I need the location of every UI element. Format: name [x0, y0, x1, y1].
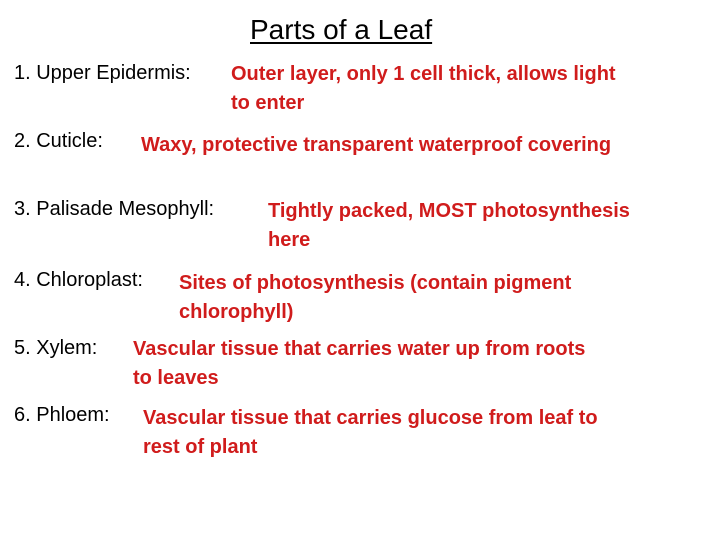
definition-phloem [143, 404, 598, 462]
term-chloroplast: 4. Chloroplast: [14, 269, 143, 291]
definition-line: Vascular tissue that carries water up from roots [133, 338, 586, 360]
definition-upper-epidermis [231, 60, 616, 118]
definition-line: chlorophyll) [179, 301, 294, 323]
definition-line: Outer layer, only 1 cell thick, allows light [231, 63, 616, 85]
page-title: Parts of a Leaf [250, 14, 433, 45]
definition-cuticle [141, 131, 611, 160]
definition-line: to enter [231, 92, 305, 114]
definition-line: here [268, 229, 311, 251]
definition-line: Waxy, protective transparent waterproof covering [141, 134, 612, 156]
term-phloem: 6. Phloem: [14, 404, 110, 426]
definition-line: Tightly packed, MOST photosynthesis [268, 200, 630, 222]
definition-line: Sites of photosynthesis (contain pigment [179, 272, 572, 294]
definition-palisade-mesophyll [268, 197, 630, 255]
term-upper-epidermis: 1. Upper Epidermis: [14, 62, 191, 84]
definition-xylem [133, 335, 585, 393]
term-cuticle: 2. Cuticle: [14, 130, 103, 152]
definition-chloroplast [179, 269, 571, 327]
term-xylem: 5. Xylem: [14, 337, 98, 359]
definition-line: to leaves [133, 367, 219, 389]
definition-line: Vascular tissue that carries glucose from leaf to [143, 407, 598, 429]
definition-line: rest of plant [143, 436, 258, 458]
term-palisade-mesophyll: 3. Palisade Mesophyll: [14, 198, 215, 220]
